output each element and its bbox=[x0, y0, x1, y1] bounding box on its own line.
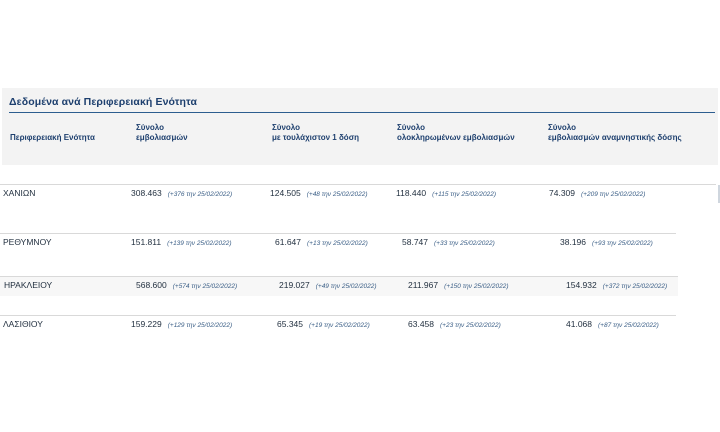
header-total-line1: Σύνολο bbox=[136, 123, 165, 132]
table-row bbox=[0, 233, 720, 253]
cell-region: ΗΡΑΚΛΕΙΟΥ bbox=[4, 280, 53, 290]
cell-total bbox=[136, 280, 237, 290]
cell-completed bbox=[396, 188, 496, 198]
cell-completed-delta: (+33 την 25/02/2022) bbox=[434, 240, 495, 247]
cell-first-dose-value: 65.345 bbox=[277, 319, 303, 329]
section-title: Δεδομένα ανά Περιφερειακή Ενότητα bbox=[9, 96, 198, 108]
cell-first-dose bbox=[277, 319, 370, 329]
cell-completed-value: 58.747 bbox=[402, 237, 428, 247]
header-regional-unit bbox=[10, 133, 95, 143]
header-completed-line1: Σύνολο bbox=[397, 123, 426, 132]
row-divider bbox=[0, 233, 676, 234]
title-underline bbox=[9, 112, 715, 113]
cell-total bbox=[131, 319, 232, 329]
cell-booster bbox=[566, 319, 659, 329]
cell-booster bbox=[566, 280, 667, 290]
cell-region: ΧΑΝΙΩΝ bbox=[3, 188, 36, 198]
header-first-dose-line1: Σύνολο bbox=[272, 123, 301, 132]
cell-total-value: 308.463 bbox=[131, 188, 162, 198]
cell-total-value: 151.811 bbox=[131, 237, 162, 247]
header-booster-line1: Σύνολο bbox=[548, 123, 577, 132]
header-booster-line2: εμβολιασμών αναμνηστικής δόσης bbox=[548, 133, 682, 142]
cell-total-delta: (+129 την 25/02/2022) bbox=[167, 322, 233, 329]
cell-total-delta: (+574 την 25/02/2022) bbox=[172, 283, 238, 290]
cell-total-value: 568.600 bbox=[136, 280, 167, 290]
cell-booster-delta: (+209 την 25/02/2022) bbox=[581, 191, 646, 198]
cell-completed bbox=[408, 319, 501, 329]
cell-total bbox=[131, 237, 232, 247]
cell-total-value: 159.229 bbox=[131, 319, 162, 329]
header-first-dose bbox=[272, 123, 359, 143]
cell-completed bbox=[402, 237, 495, 247]
cell-booster-delta: (+372 την 25/02/2022) bbox=[602, 283, 668, 290]
cell-first-dose bbox=[279, 280, 377, 290]
cell-booster-value: 74.309 bbox=[549, 188, 575, 198]
cell-completed-value: 118.440 bbox=[396, 188, 427, 198]
cell-first-dose-value: 61.647 bbox=[275, 237, 301, 247]
row-divider bbox=[0, 315, 676, 316]
cell-first-dose-delta: (+13 την 25/02/2022) bbox=[307, 240, 368, 247]
cell-completed-delta: (+150 την 25/02/2022) bbox=[444, 283, 509, 290]
cell-total bbox=[131, 188, 232, 198]
header-booster bbox=[548, 123, 682, 143]
cell-first-dose bbox=[270, 188, 368, 198]
cell-completed-delta: (+23 την 25/02/2022) bbox=[440, 322, 501, 329]
cell-booster-delta: (+93 την 25/02/2022) bbox=[592, 240, 653, 247]
header-total-vaccinations bbox=[136, 123, 188, 143]
header-regional-unit-label: Περιφερειακή Ενότητα bbox=[10, 133, 95, 142]
cell-first-dose-delta: (+19 την 25/02/2022) bbox=[309, 322, 370, 329]
cell-booster-value: 41.068 bbox=[566, 319, 592, 329]
cell-region: ΛΑΣΙΘΙΟΥ bbox=[3, 319, 43, 329]
cell-first-dose-value: 219.027 bbox=[279, 280, 310, 290]
cell-first-dose-delta: (+48 την 25/02/2022) bbox=[306, 191, 368, 198]
table-row bbox=[0, 184, 720, 204]
cell-booster-delta: (+87 την 25/02/2022) bbox=[598, 322, 659, 329]
cell-total-delta: (+139 την 25/02/2022) bbox=[167, 240, 232, 247]
cell-completed bbox=[408, 280, 509, 290]
cell-booster-value: 38.196 bbox=[560, 237, 586, 247]
header-completed-line2: ολοκληρωμένων εμβολιασμών bbox=[397, 133, 515, 142]
cell-first-dose-delta: (+49 την 25/02/2022) bbox=[315, 283, 377, 290]
cell-region: ΡΕΘΥΜΝΟΥ bbox=[3, 237, 52, 247]
cell-booster bbox=[560, 237, 653, 247]
cell-completed-value: 211.967 bbox=[408, 280, 439, 290]
cell-completed-delta: (+115 την 25/02/2022) bbox=[432, 191, 497, 198]
cell-booster bbox=[549, 188, 645, 198]
cell-completed-value: 63.458 bbox=[408, 319, 434, 329]
row-divider bbox=[0, 184, 716, 185]
header-first-dose-line2: με τουλάχιστον 1 δόση bbox=[272, 133, 360, 142]
table-row bbox=[0, 276, 720, 296]
cell-total-delta: (+376 την 25/02/2022) bbox=[167, 191, 233, 198]
cell-first-dose-value: 124.505 bbox=[270, 188, 301, 198]
header-completed bbox=[397, 123, 515, 143]
header-total-line2: εμβολιασμών bbox=[136, 133, 188, 142]
cell-first-dose bbox=[275, 237, 368, 247]
table-row bbox=[0, 315, 720, 335]
cell-booster-value: 154.932 bbox=[566, 280, 597, 290]
